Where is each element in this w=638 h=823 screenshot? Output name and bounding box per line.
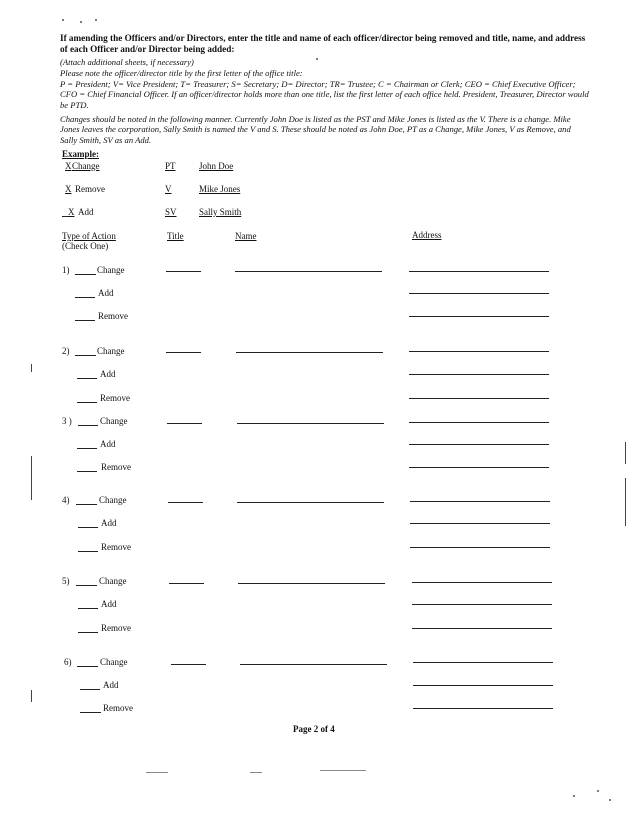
address-field[interactable] bbox=[410, 523, 550, 524]
change-check-blank[interactable] bbox=[75, 355, 96, 356]
scan-speck bbox=[573, 795, 575, 797]
entry-number: 2) bbox=[62, 346, 70, 356]
name-field[interactable] bbox=[236, 352, 383, 353]
example-name: Mike Jones bbox=[199, 184, 241, 194]
address-field[interactable] bbox=[409, 271, 549, 272]
change-option: Change bbox=[99, 495, 127, 505]
address-field[interactable] bbox=[409, 374, 549, 375]
address-field[interactable] bbox=[409, 351, 549, 352]
change-check-blank[interactable] bbox=[76, 585, 97, 586]
scan-artifact-line bbox=[146, 772, 168, 773]
address-field[interactable] bbox=[409, 293, 549, 294]
address-field[interactable] bbox=[412, 628, 552, 629]
address-field[interactable] bbox=[410, 501, 550, 502]
add-check-blank[interactable] bbox=[77, 448, 97, 449]
add-option: Add bbox=[103, 680, 119, 690]
add-check-blank[interactable] bbox=[78, 608, 98, 609]
add-option: Add bbox=[101, 599, 117, 609]
name-field[interactable] bbox=[237, 423, 384, 424]
margin-mark bbox=[31, 456, 32, 500]
example-action: Change bbox=[72, 161, 100, 171]
name-field[interactable] bbox=[240, 664, 387, 665]
address-field[interactable] bbox=[413, 685, 553, 686]
entry-number: 5) bbox=[62, 576, 70, 586]
example-name: Sally Smith bbox=[199, 207, 242, 217]
example-mark: X bbox=[68, 207, 75, 217]
column-header-action: Type of Action bbox=[62, 231, 116, 241]
example-label: Example: bbox=[62, 149, 99, 159]
address-field[interactable] bbox=[409, 444, 549, 445]
scan-artifact-line bbox=[250, 772, 262, 773]
address-field[interactable] bbox=[413, 708, 553, 709]
example-title: V bbox=[165, 184, 172, 194]
intro-text: If amending the Officers and/or Directors, enter the title and name of each officer/director being removed and title, name, and address of each Officer and/or Director being added: bbox=[60, 33, 586, 54]
address-field[interactable] bbox=[410, 547, 550, 548]
remove-option: Remove bbox=[98, 311, 128, 321]
remove-option: Remove bbox=[103, 703, 133, 713]
change-option: Change bbox=[100, 416, 128, 426]
entry-number: 4) bbox=[62, 495, 70, 505]
name-field[interactable] bbox=[235, 271, 382, 272]
change-option: Change bbox=[100, 657, 128, 667]
scan-speck bbox=[597, 790, 599, 792]
name-field[interactable] bbox=[238, 583, 385, 584]
scan-speck bbox=[95, 19, 97, 21]
add-option: Add bbox=[100, 439, 116, 449]
margin-mark bbox=[625, 442, 626, 464]
change-option: Change bbox=[97, 265, 125, 275]
example-name: John Doe bbox=[199, 161, 234, 171]
remove-option: Remove bbox=[101, 462, 131, 472]
change-check-blank[interactable] bbox=[75, 274, 96, 275]
remove-option: Remove bbox=[101, 623, 131, 633]
title-field[interactable] bbox=[171, 664, 206, 665]
add-check-blank[interactable] bbox=[78, 527, 98, 528]
add-check-blank[interactable] bbox=[77, 378, 97, 379]
column-header-title: Title bbox=[167, 231, 184, 241]
column-header-name: Name bbox=[235, 231, 257, 241]
example-mark: X bbox=[65, 184, 72, 194]
add-option: Add bbox=[100, 369, 116, 379]
margin-mark bbox=[31, 690, 32, 702]
remove-option: Remove bbox=[101, 542, 131, 552]
scan-speck bbox=[80, 21, 82, 23]
page-number: Page 2 of 4 bbox=[293, 724, 335, 734]
name-field[interactable] bbox=[237, 502, 384, 503]
scan-speck bbox=[609, 799, 611, 801]
remove-check-blank[interactable] bbox=[80, 712, 101, 713]
change-option: Change bbox=[97, 346, 125, 356]
change-check-blank[interactable] bbox=[77, 666, 98, 667]
remove-check-blank[interactable] bbox=[77, 402, 97, 403]
attach-note: (Attach additional sheets, if necessary) bbox=[60, 57, 194, 67]
add-option: Add bbox=[101, 518, 117, 528]
remove-check-blank[interactable] bbox=[75, 320, 95, 321]
address-field[interactable] bbox=[409, 316, 549, 317]
title-field[interactable] bbox=[167, 423, 202, 424]
remove-option: Remove bbox=[100, 393, 130, 403]
add-option: Add bbox=[98, 288, 114, 298]
change-option: Change bbox=[99, 576, 127, 586]
scan-speck bbox=[62, 19, 64, 21]
entry-number: 3 ) bbox=[62, 416, 72, 426]
scan-artifact-line bbox=[320, 770, 366, 771]
title-field[interactable] bbox=[166, 352, 201, 353]
margin-mark bbox=[31, 364, 32, 372]
example-mark: X bbox=[65, 161, 72, 171]
scan-speck bbox=[316, 58, 318, 60]
title-field[interactable] bbox=[166, 271, 201, 272]
change-check-blank[interactable] bbox=[76, 504, 97, 505]
remove-check-blank[interactable] bbox=[78, 632, 98, 633]
column-header-address: Address bbox=[412, 230, 442, 240]
address-field[interactable] bbox=[409, 467, 549, 468]
example-action: Remove bbox=[75, 184, 105, 194]
instruction-text: Please note the officer/director title by the first letter of the office title: bbox=[60, 68, 303, 78]
address-field[interactable] bbox=[409, 398, 549, 399]
example-title: PT bbox=[165, 161, 176, 171]
remove-check-blank[interactable] bbox=[78, 551, 98, 552]
address-field[interactable] bbox=[412, 604, 552, 605]
address-field[interactable] bbox=[413, 662, 553, 663]
change-check-blank[interactable] bbox=[78, 425, 98, 426]
example-title: SV bbox=[165, 207, 177, 217]
example-action: Add bbox=[78, 207, 94, 217]
remove-check-blank[interactable] bbox=[77, 471, 97, 472]
address-field[interactable] bbox=[409, 422, 549, 423]
changes-note-text: Changes should be noted in the following manner. Currently John Doe is listed as the PST and Mike Jones is listed as the V. There is a change. Mike Jones leaves the corporation, Sally Smith is named the V and S. These should be noted as John Doe, PT as a Change, Mike Jones, V as Remove, and Sally Smith, SV as an Add. bbox=[60, 114, 571, 145]
address-field[interactable] bbox=[412, 582, 552, 583]
entry-number: 1) bbox=[62, 265, 70, 275]
title-field[interactable] bbox=[168, 502, 203, 503]
titles-key-text: P = President; V= Vice President; T= Treasurer; S= Secretary; D= Director; TR= Trustee; C = Chairman or Clerk; CEO = Chief Executive Officer; CFO = Chief Financial Officer. If an officer/director holds more than one title, list the first letter of each office held. President, Treasurer, Director would be PTD. bbox=[60, 79, 589, 110]
entry-number: 6) bbox=[64, 657, 72, 667]
column-header-action-sub: (Check One) bbox=[62, 241, 109, 251]
add-check-blank[interactable] bbox=[75, 297, 95, 298]
add-check-blank[interactable] bbox=[80, 689, 100, 690]
margin-mark bbox=[625, 478, 626, 526]
title-field[interactable] bbox=[169, 583, 204, 584]
